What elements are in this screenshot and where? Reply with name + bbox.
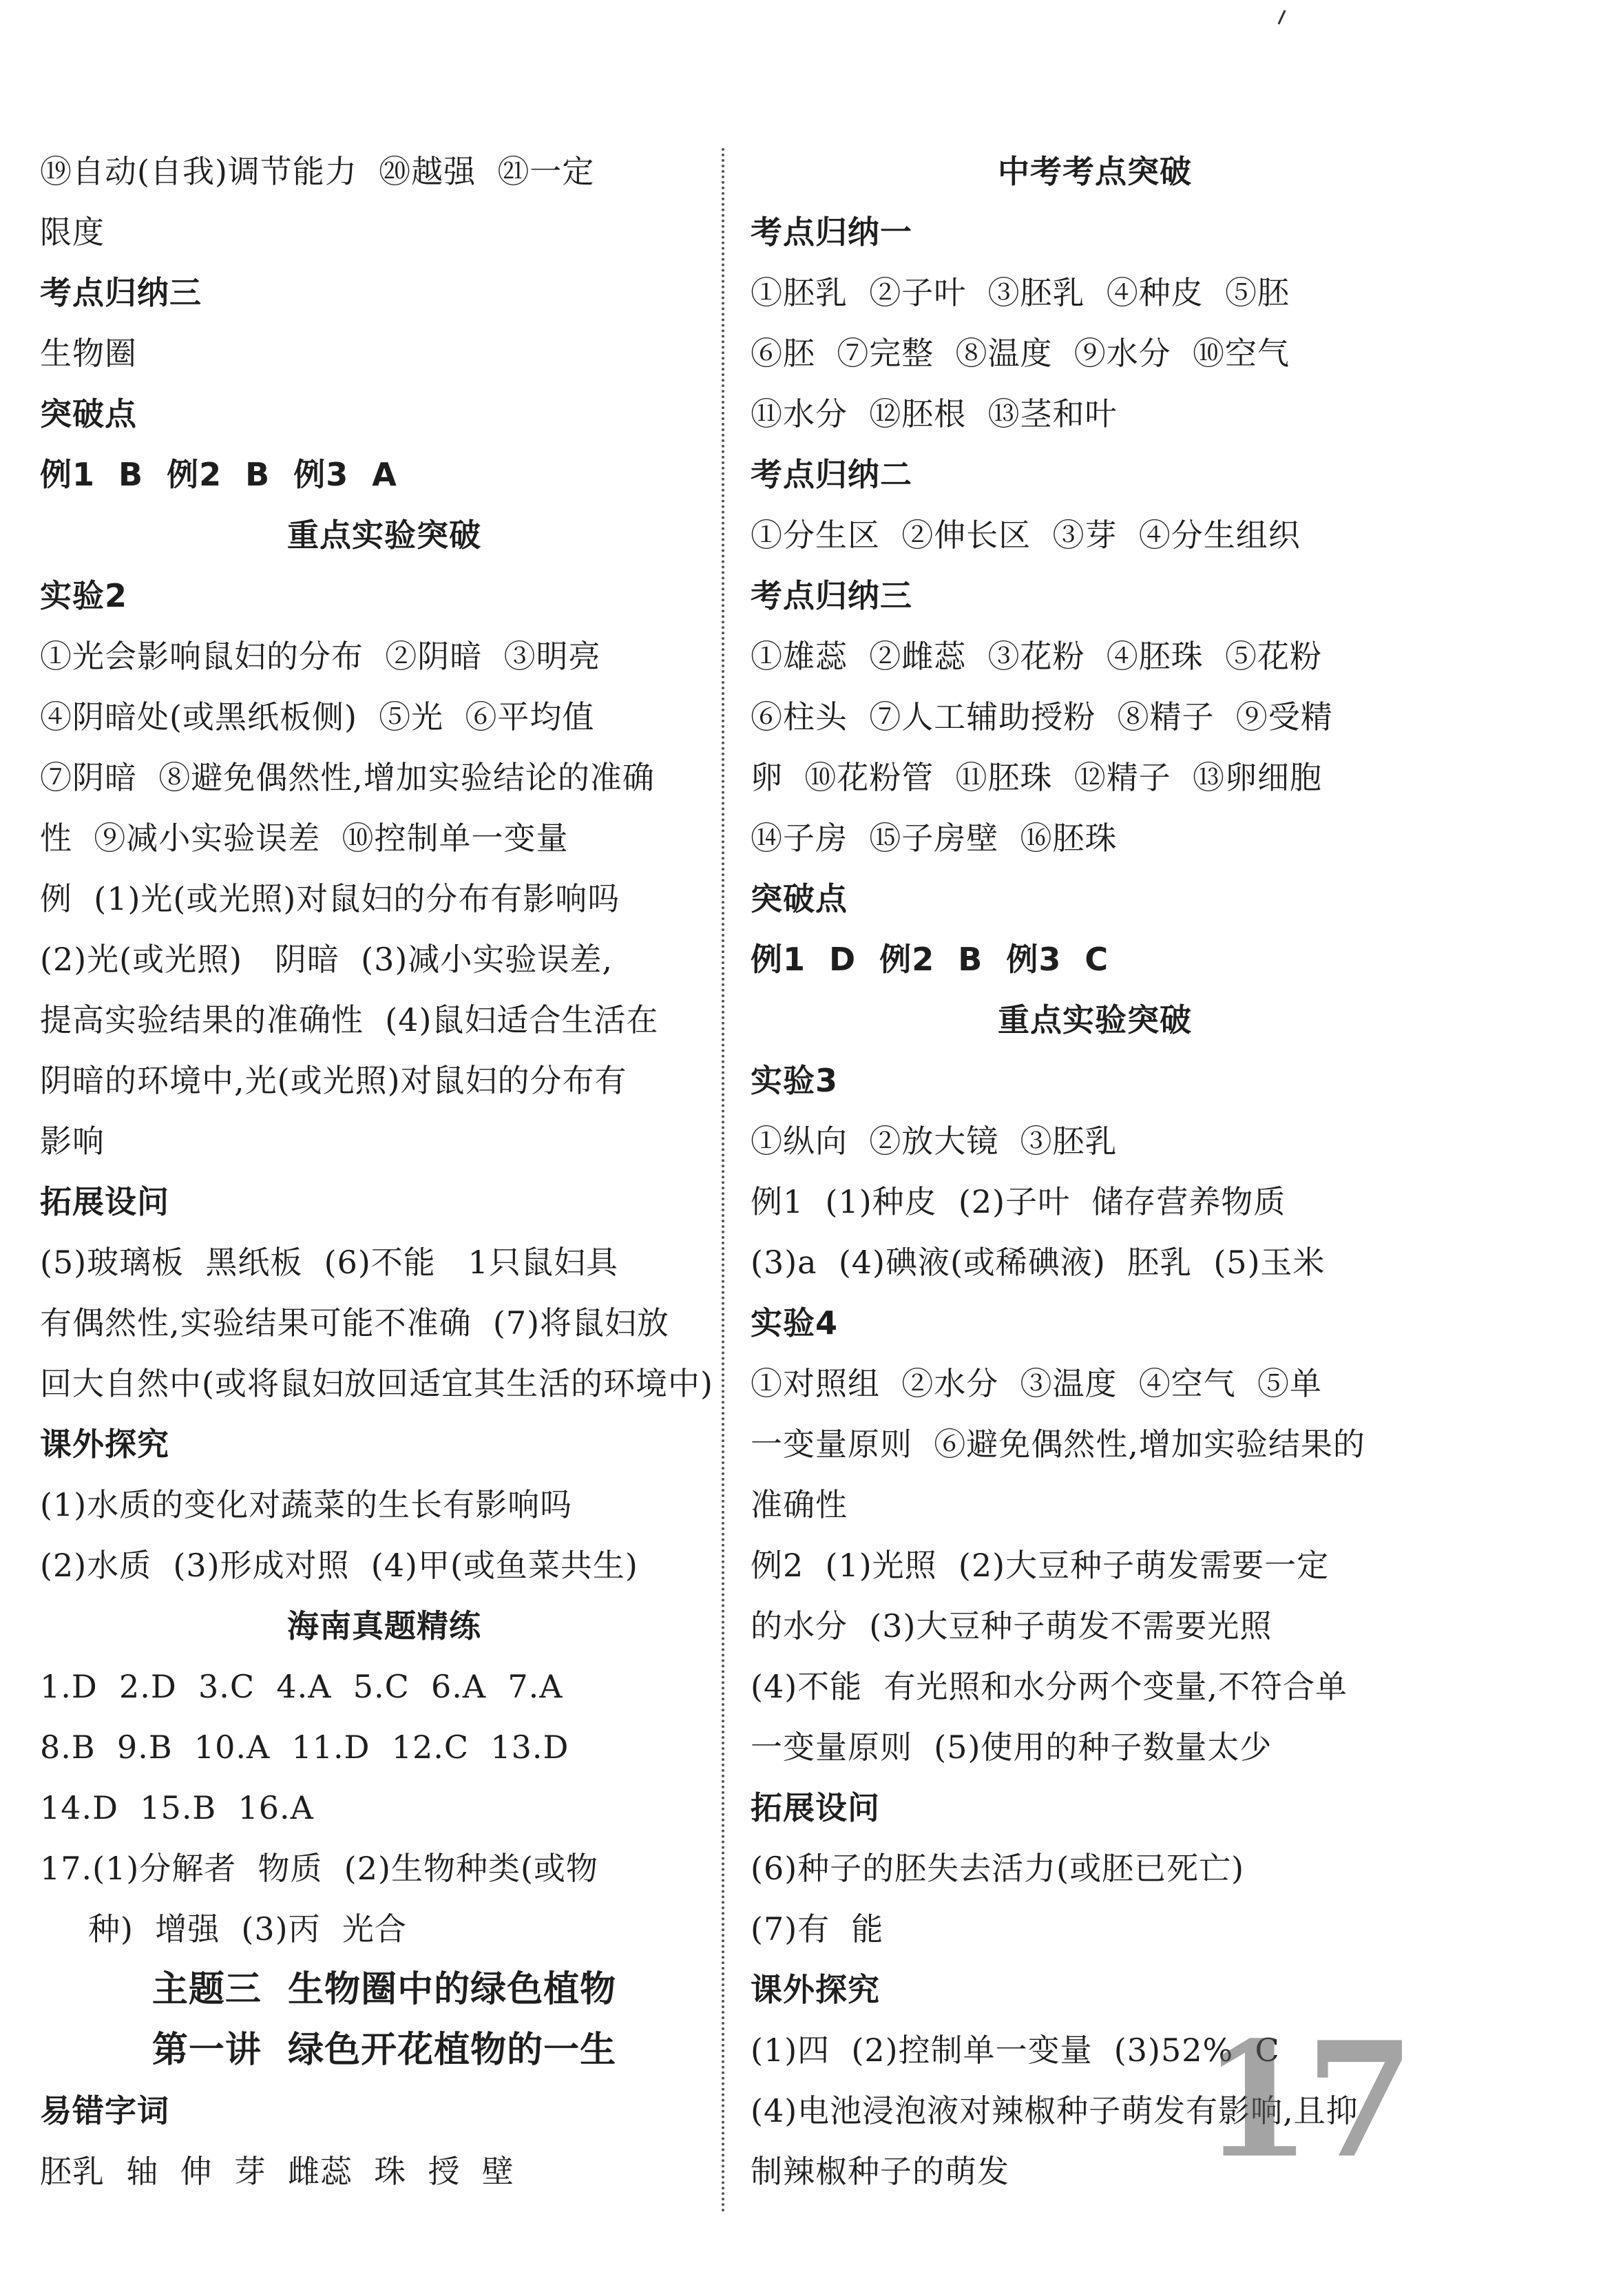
left-line-33: 胚乳 轴 伸 芽 雌蕊 珠 授 壁: [40, 2153, 514, 2190]
right-line-4: ⑪水分 ⑫胚根 ⑬茎和叶: [751, 395, 1118, 432]
left-line-20: 回大自然中(或将鼠妇放回适宜其生活的环境中): [40, 1365, 713, 1402]
right-line-0: 中考考点突破: [998, 153, 1192, 190]
right-line-22: 准确性: [751, 1486, 848, 1523]
left-line-26: 8.B 9.B 10.A 11.D 12.C 13.D: [40, 1729, 569, 1766]
left-line-29: 种) 增强 (3)丙 光合: [88, 1910, 407, 1948]
right-line-23: 例2 (1)光照 (2)大豆种子萌发需要一定: [751, 1547, 1330, 1584]
left-line-32: 易错字词: [40, 2092, 169, 2129]
right-column: [751, 141, 1439, 2202]
right-line-1: 考点归纳一: [751, 213, 912, 251]
left-line-2: 考点归纳三: [40, 274, 202, 311]
left-line-25: 1.D 2.D 3.C 4.A 5.C 6.A 7.A: [40, 1668, 563, 1705]
right-line-17: 例1 (1)种皮 (2)子叶 储存营养物质: [751, 1183, 1286, 1220]
right-line-31: (1)四 (2)控制单一变量 (3)52% C: [751, 2032, 1280, 2069]
right-line-10: 卵 ⑩花粉管 ⑪胚珠 ⑫精子 ⑬卵细胞: [751, 759, 1322, 796]
left-line-11: 性 ⑨减小实验误差 ⑩控制单一变量: [40, 820, 569, 857]
right-line-13: 例1 D 例2 B 例3 C: [751, 941, 1109, 978]
right-line-3: ⑥胚 ⑦完整 ⑧温度 ⑨水分 ⑩空气: [751, 335, 1290, 372]
right-line-18: (3)a (4)碘液(或稀碘液) 胚乳 (5)玉米: [751, 1244, 1326, 1281]
left-line-5: 例1 B 例2 B 例3 A: [40, 456, 397, 493]
right-line-28: (6)种子的胚失去活力(或胚已死亡): [751, 1850, 1245, 1887]
right-line-2: ①胚乳 ②子叶 ③胚乳 ④种皮 ⑤胚: [751, 274, 1290, 311]
left-line-1: 限度: [40, 213, 105, 251]
left-line-23: (2)水质 (3)形成对照 (4)甲(或鱼菜共生): [40, 1547, 638, 1584]
left-line-8: ①光会影响鼠妇的分布 ②阴暗 ③明亮: [40, 638, 601, 675]
right-line-32: (4)电池浸泡液对辣椒种子萌发有影响,且抑: [751, 2092, 1359, 2129]
right-line-24: 的水分 (3)大豆种子萌发不需要光照: [751, 1607, 1272, 1645]
left-line-14: 提高实验结果的准确性 (4)鼠妇适合生活在: [40, 1001, 659, 1039]
corner-mark: [1277, 10, 1286, 24]
right-line-30: 课外探究: [751, 1971, 880, 2008]
left-line-7: 实验2: [40, 577, 128, 614]
right-line-26: 一变量原则 (5)使用的种子数量太少: [751, 1729, 1272, 1766]
right-line-6: ①分生区 ②伸长区 ③芽 ④分生组织: [751, 516, 1301, 554]
left-line-12: 例 (1)光(或光照)对鼠妇的分布有影响吗: [40, 880, 620, 917]
left-line-22: (1)水质的变化对蔬菜的生长有影响吗: [40, 1486, 573, 1523]
left-line-10: ⑦阴暗 ⑧避免偶然性,增加实验结论的准确: [40, 759, 655, 796]
right-line-25: (4)不能 有光照和水分两个变量,不符合单: [751, 1668, 1348, 1705]
right-line-12: 突破点: [751, 880, 848, 917]
left-line-6: 重点实验突破: [287, 516, 481, 554]
left-column: [40, 141, 729, 2202]
left-line-16: 影响: [40, 1123, 105, 1160]
column-divider: [722, 148, 724, 2214]
left-line-24: 海南真题精练: [287, 1607, 481, 1645]
right-line-14: 重点实验突破: [998, 1001, 1192, 1039]
left-line-28: 17.(1)分解者 物质 (2)生物种类(或物: [40, 1850, 598, 1887]
left-line-4: 突破点: [40, 395, 137, 432]
right-line-33: 制辣椒种子的萌发: [751, 2153, 1009, 2190]
right-line-15: 实验3: [751, 1062, 839, 1099]
left-line-31: 第一讲 绿色开花植物的一生: [151, 2029, 617, 2071]
right-line-27: 拓展设问: [751, 1789, 880, 1826]
left-line-15: 阴暗的环境中,光(或光照)对鼠妇的分布有: [40, 1062, 627, 1099]
right-line-21: 一变量原则 ⑥避免偶然性,增加实验结果的: [751, 1426, 1365, 1463]
left-line-30: 主题三 生物圈中的绿色植物: [151, 1969, 617, 2010]
right-line-29: (7)有 能: [751, 1910, 884, 1948]
right-line-11: ⑭子房 ⑮子房壁 ⑯胚珠: [751, 820, 1118, 857]
left-line-18: (5)玻璃板 黑纸板 (6)不能 1只鼠妇具: [40, 1244, 618, 1281]
right-line-19: 实验4: [751, 1304, 839, 1342]
right-line-5: 考点归纳二: [751, 456, 912, 493]
right-line-9: ⑥柱头 ⑦人工辅助授粉 ⑧精子 ⑨受精: [751, 698, 1333, 735]
left-line-21: 课外探究: [40, 1426, 169, 1463]
right-line-8: ①雄蕊 ②雌蕊 ③花粉 ④胚珠 ⑤花粉: [751, 638, 1322, 675]
left-line-13: (2)光(或光照) 阴暗 (3)减小实验误差,: [40, 941, 613, 978]
left-line-9: ④阴暗处(或黑纸板侧) ⑤光 ⑥平均值: [40, 698, 595, 735]
left-line-19: 有偶然性,实验结果可能不准确 (7)将鼠妇放: [40, 1304, 670, 1342]
left-line-17: 拓展设问: [40, 1183, 169, 1220]
page-number: 17: [1202, 2007, 1409, 2193]
right-line-7: 考点归纳三: [751, 577, 912, 614]
left-line-0: ⑲自动(自我)调节能力 ⑳越强 ㉑一定: [40, 153, 595, 190]
left-line-27: 14.D 15.B 16.A: [40, 1789, 314, 1826]
left-line-3: 生物圈: [40, 335, 137, 372]
right-line-20: ①对照组 ②水分 ③温度 ④空气 ⑤单: [751, 1365, 1322, 1402]
right-line-16: ①纵向 ②放大镜 ③胚乳: [751, 1123, 1118, 1160]
